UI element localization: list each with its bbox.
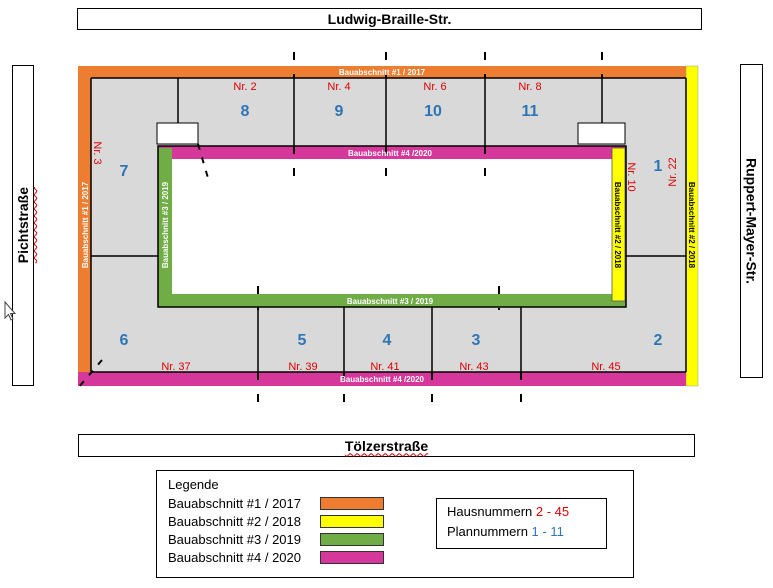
plan-numbers-range: 1 - 11 — [531, 524, 564, 539]
entrance-box-left — [157, 123, 198, 144]
plan-number-8: 8 — [240, 103, 250, 120]
entrance-box-right — [578, 123, 625, 144]
legend-item-label: Bauabschnitt #3 / 2019 — [168, 531, 301, 547]
house-number-6: Nr. 6 — [423, 81, 447, 93]
house-number-22: Nr. 22 — [667, 157, 679, 187]
plan-number-6: 6 — [119, 332, 129, 349]
plan-numbers-label: Plannummern — [447, 524, 532, 539]
street-north-label: Ludwig-Braille-Str. — [327, 11, 452, 27]
plan-numbers-key — [447, 524, 564, 539]
house-number-4: Nr. 4 — [327, 81, 351, 93]
house-number-2: Nr. 2 — [233, 81, 257, 93]
legend-swatch-orange — [320, 497, 384, 510]
legend-swatch-yellow — [320, 515, 384, 528]
house-numbers-label: Hausnummern — [447, 504, 536, 519]
street-south-label: Tölzerstraße — [344, 437, 429, 454]
legend-item-label: Bauabschnitt #1 / 2017 — [168, 495, 301, 511]
house-number-45: Nr. 45 — [591, 361, 621, 373]
section-4-inner-north-label: Bauabschnitt #4 /2020 — [347, 149, 433, 158]
house-numbers-range: 2 - 45 — [535, 504, 570, 519]
plan-number-9: 9 — [334, 103, 344, 120]
section-1-north-label: Bauabschnitt #1 / 2017 — [338, 68, 426, 77]
legend-swatch-magenta — [320, 551, 384, 564]
section-1-west-label: Bauabschnitt #1 / 2017 — [81, 181, 90, 269]
legend — [156, 470, 634, 578]
street-west-label: Pichtstraße — [15, 187, 31, 264]
house-number-43: Nr. 43 — [459, 361, 489, 373]
section-4-south-label: Bauabschnitt #4 /2020 — [339, 375, 425, 384]
legend-item — [168, 548, 301, 566]
legend-item-label: Bauabschnitt #4 / 2020 — [168, 549, 301, 565]
section-3-inner-west-label: Bauabschnitt #3 / 2019 — [161, 181, 170, 269]
house-number-37: Nr. 37 — [161, 361, 191, 373]
mouse-cursor-icon — [5, 302, 15, 320]
section-3-inner-south-label: Bauabschnitt #3 / 2019 — [346, 297, 434, 306]
plan-number-7: 7 — [119, 163, 129, 180]
legend-title: Legende — [168, 477, 219, 492]
plan-number-5: 5 — [297, 332, 307, 349]
house-numbers-key — [447, 504, 569, 519]
plan-number-10: 10 — [424, 103, 442, 120]
legend-swatch-green — [320, 533, 384, 546]
plan-number-11: 11 — [521, 103, 539, 120]
house-number-10: Nr. 10 — [625, 162, 637, 192]
plan-number-3: 3 — [471, 332, 481, 349]
house-number-8: Nr. 8 — [518, 81, 542, 93]
section-2-inner-east-label: Bauabschnitt #2 / 2018 — [613, 181, 622, 269]
legend-item — [168, 512, 301, 530]
plan-number-4: 4 — [382, 332, 392, 349]
house-number-41: Nr. 41 — [370, 361, 400, 373]
house-number-39: Nr. 39 — [288, 361, 318, 373]
legend-item-label: Bauabschnitt #2 / 2018 — [168, 513, 301, 529]
house-number-3: Nr. 3 — [91, 141, 103, 165]
plan-number-1: 1 — [653, 158, 663, 175]
street-east-label: Ruppert-Mayer-Str. — [743, 157, 760, 285]
legend-item — [168, 530, 301, 548]
courtyard — [158, 148, 626, 305]
legend-item — [168, 494, 301, 512]
number-key-box — [436, 498, 607, 549]
plan-number-2: 2 — [653, 332, 663, 349]
section-2-east-label: Bauabschnitt #2 / 2018 — [687, 181, 696, 269]
